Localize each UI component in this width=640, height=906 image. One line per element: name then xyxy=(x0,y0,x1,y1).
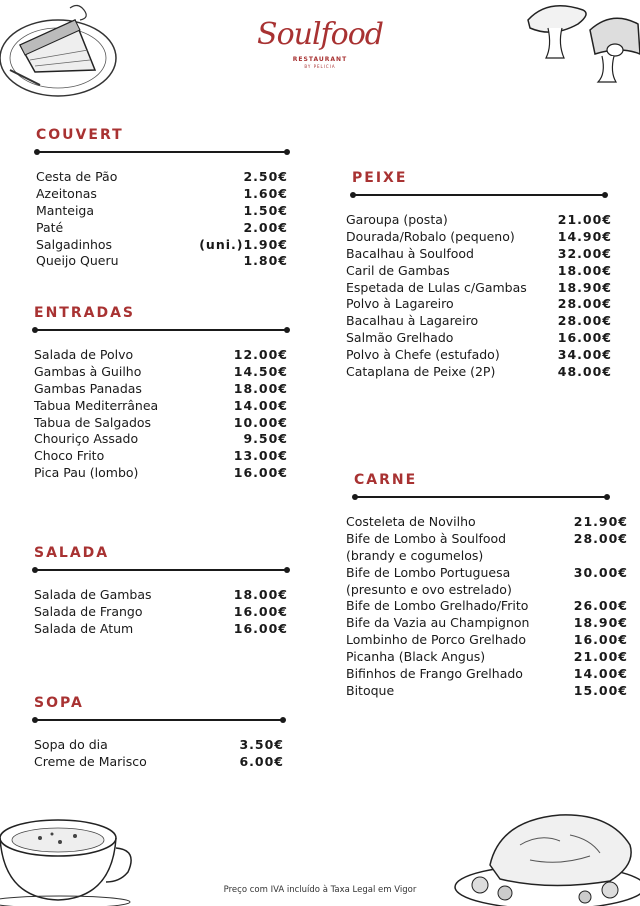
menu-item-price: 18.00€ xyxy=(557,262,612,278)
menu-item-price: 28.00€ xyxy=(557,296,612,312)
menu-item-price: 18.90€ xyxy=(557,279,612,295)
menu-item-price: 14.90€ xyxy=(557,228,612,244)
menu-item-price: 18.00€ xyxy=(233,587,288,602)
menu-item-price: 14.00€ xyxy=(573,666,628,682)
menu-item xyxy=(346,229,612,246)
menu-item-name: Lombinho de Porco Grelhado xyxy=(346,632,527,648)
menu-item xyxy=(34,415,288,432)
menu-item-price: (uni.)1.90€ xyxy=(199,236,288,252)
menu-item-price: 16.00€ xyxy=(233,465,288,481)
section-title: ENTRADAS xyxy=(34,305,135,321)
menu-item-price: 1.60€ xyxy=(243,185,288,201)
menu-item xyxy=(34,431,288,448)
menu-item xyxy=(34,364,288,381)
menu-item-price: 26.00€ xyxy=(573,598,628,614)
menu-item-price: 32.00€ xyxy=(557,245,612,261)
menu-item-price: 16.00€ xyxy=(573,632,628,648)
menu-item xyxy=(34,737,284,754)
menu-item xyxy=(346,615,628,632)
menu-item xyxy=(346,313,612,330)
menu-item xyxy=(36,237,288,254)
menu-item xyxy=(36,253,288,270)
mushroom-illustration xyxy=(520,0,640,90)
section-divider xyxy=(34,329,288,331)
section-divider xyxy=(36,151,288,153)
menu-item-name: Bife de Lombo à Soulfood xyxy=(346,530,507,546)
menu-item-name: Azeitonas xyxy=(36,185,97,201)
menu-item-price: 6.00€ xyxy=(239,753,284,769)
menu-item-name: Pica Pau (lombo) xyxy=(34,465,139,481)
menu-item xyxy=(346,280,612,297)
section-divider xyxy=(354,496,608,498)
section-divider xyxy=(34,719,284,721)
menu-item-name: Salmão Grelhado xyxy=(346,330,454,346)
menu-item xyxy=(346,649,628,666)
menu-item xyxy=(346,565,628,582)
menu-item-price: 9.50€ xyxy=(243,431,288,447)
menu-item xyxy=(34,448,288,465)
menu-item xyxy=(346,263,612,280)
menu-item-price: 21.90€ xyxy=(573,514,628,529)
menu-item xyxy=(346,582,628,599)
menu-item-price: 18.90€ xyxy=(573,615,628,631)
menu-item xyxy=(346,330,612,347)
menu-item-price: 15.00€ xyxy=(573,682,628,698)
menu-list xyxy=(34,347,288,482)
menu-item-name: Polvo à Lagareiro xyxy=(346,296,454,312)
menu-item-name: Salada de Polvo xyxy=(34,347,134,362)
tax-notice: Preço com IVA incluído à Taxa Legal em Vigor xyxy=(223,885,417,895)
menu-item-name: Manteiga xyxy=(36,202,95,218)
menu-item xyxy=(36,220,288,237)
menu-item xyxy=(346,598,628,615)
menu-item-name: Sopa do dia xyxy=(34,737,108,752)
pie-slice-illustration xyxy=(0,0,125,100)
menu-item xyxy=(346,531,628,548)
menu-item-price: 10.00€ xyxy=(233,414,288,430)
menu-item xyxy=(34,381,288,398)
menu-item-price: 28.00€ xyxy=(557,313,612,329)
menu-list xyxy=(36,169,288,270)
section-divider xyxy=(34,569,288,571)
menu-item xyxy=(346,514,628,531)
menu-item-name: Gambas à Guilho xyxy=(34,363,142,379)
brand-logo xyxy=(240,17,400,69)
section-title: CARNE xyxy=(354,472,418,488)
menu-item xyxy=(346,632,628,649)
menu-item-name: Picanha (Black Angus) xyxy=(346,649,486,665)
section-couvert xyxy=(36,127,288,270)
menu-item-name: Bife de Lombo Grelhado/Frito xyxy=(346,598,529,614)
menu-item-name: Bitoque xyxy=(346,682,395,698)
menu-item-name: Costeleta de Novilho xyxy=(346,514,476,529)
menu-item xyxy=(36,203,288,220)
menu-item xyxy=(346,212,612,229)
section-title: SALADA xyxy=(34,545,110,561)
brand-tagline: BY PELICIA xyxy=(304,64,336,69)
menu-item-price: 3.50€ xyxy=(239,737,284,752)
menu-item-name: Creme de Marisco xyxy=(34,753,147,769)
menu-item-price: 21.00€ xyxy=(573,649,628,665)
section-carne xyxy=(346,472,628,700)
menu-item xyxy=(346,296,612,313)
menu-item-price: 2.50€ xyxy=(243,169,288,184)
menu-item xyxy=(34,621,288,638)
menu-item-name: Dourada/Robalo (pequeno) xyxy=(346,228,515,244)
menu-item-name: Espetada de Lulas c/Gambas xyxy=(346,279,527,295)
section-entradas xyxy=(34,305,288,482)
menu-item xyxy=(34,465,288,482)
menu-item xyxy=(34,587,288,604)
menu-item-name: Queijo Queru xyxy=(36,253,119,269)
menu-item-name: Bacalhau à Lagareiro xyxy=(346,313,479,329)
menu-item-price: 1.50€ xyxy=(243,202,288,218)
menu-item-name: Paté xyxy=(36,219,64,235)
section-peixe xyxy=(346,170,612,381)
menu-item-name: Caril de Gambas xyxy=(346,262,450,278)
menu-item xyxy=(346,246,612,263)
menu-item-price: 48.00€ xyxy=(557,364,612,380)
section-sopa xyxy=(34,695,284,771)
menu-item-name: Polvo à Chefe (estufado) xyxy=(346,347,500,363)
menu-item-name: Bacalhau à Soulfood xyxy=(346,245,474,261)
menu-item-price: 1.80€ xyxy=(243,253,288,269)
brand-name: Soulfood xyxy=(257,17,383,52)
menu-item-price: 30.00€ xyxy=(573,564,628,580)
menu-item-price: 16.00€ xyxy=(557,330,612,346)
menu-item xyxy=(34,398,288,415)
menu-item xyxy=(34,754,284,771)
menu-item xyxy=(346,364,612,381)
menu-item xyxy=(346,666,628,683)
brand-subtitle: RESTAURANT xyxy=(292,56,348,63)
section-title: COUVERT xyxy=(36,127,124,143)
menu-item xyxy=(36,169,288,186)
menu-item-name: Bife da Vazia au Champignon xyxy=(346,615,530,631)
menu-item-price: 28.00€ xyxy=(573,530,628,546)
menu-item-price: 12.00€ xyxy=(233,347,288,362)
menu-item-name: Salada de Gambas xyxy=(34,587,152,602)
menu-item-name: Choco Frito xyxy=(34,448,105,464)
menu-item-price: 18.00€ xyxy=(233,380,288,396)
section-title: SOPA xyxy=(34,695,84,711)
menu-item-name: Salada de Frango xyxy=(34,603,143,619)
menu-item-name: Gambas Panadas xyxy=(34,380,142,396)
menu-item-name: Salada de Atum xyxy=(34,620,134,636)
menu-item-name: Chouriço Assado xyxy=(34,431,139,447)
menu-item-price: 16.00€ xyxy=(233,603,288,619)
menu-item xyxy=(36,186,288,203)
menu-item-name: Bifinhos de Frango Grelhado xyxy=(346,666,523,682)
menu-item-price: 16.00€ xyxy=(233,620,288,636)
menu-item-name: (presunto e ovo estrelado) xyxy=(346,581,512,597)
menu-item-name: Garoupa (posta) xyxy=(346,212,448,227)
menu-item xyxy=(346,683,628,700)
menu-item-name: Tabua Mediterrânea xyxy=(34,397,159,413)
menu-list xyxy=(346,514,628,700)
menu-item-name: Tabua de Salgados xyxy=(34,414,152,430)
menu-item xyxy=(346,347,612,364)
menu-item-name: Cataplana de Peixe (2P) xyxy=(346,364,496,380)
menu-item-name: Cesta de Pão xyxy=(36,169,118,184)
menu-item-price: 2.00€ xyxy=(243,219,288,235)
section-title: PEIXE xyxy=(352,170,408,186)
menu-item-price: 21.00€ xyxy=(557,212,612,227)
menu-list xyxy=(34,737,284,771)
menu-list xyxy=(346,212,612,381)
menu-list xyxy=(34,587,288,638)
section-salada xyxy=(34,545,288,638)
menu-item-price: 13.00€ xyxy=(233,448,288,464)
menu-item-name: Salgadinhos xyxy=(36,236,113,252)
menu-item-price: 34.00€ xyxy=(557,347,612,363)
menu-item xyxy=(34,347,288,364)
menu-item-price: 14.00€ xyxy=(233,397,288,413)
menu-item-price: 14.50€ xyxy=(233,363,288,379)
menu-item xyxy=(34,604,288,621)
section-divider xyxy=(352,194,606,196)
menu-item-name: (brandy e cogumelos) xyxy=(346,547,484,563)
menu-item xyxy=(346,548,628,565)
menu-item-name: Bife de Lombo Portuguesa xyxy=(346,564,511,580)
